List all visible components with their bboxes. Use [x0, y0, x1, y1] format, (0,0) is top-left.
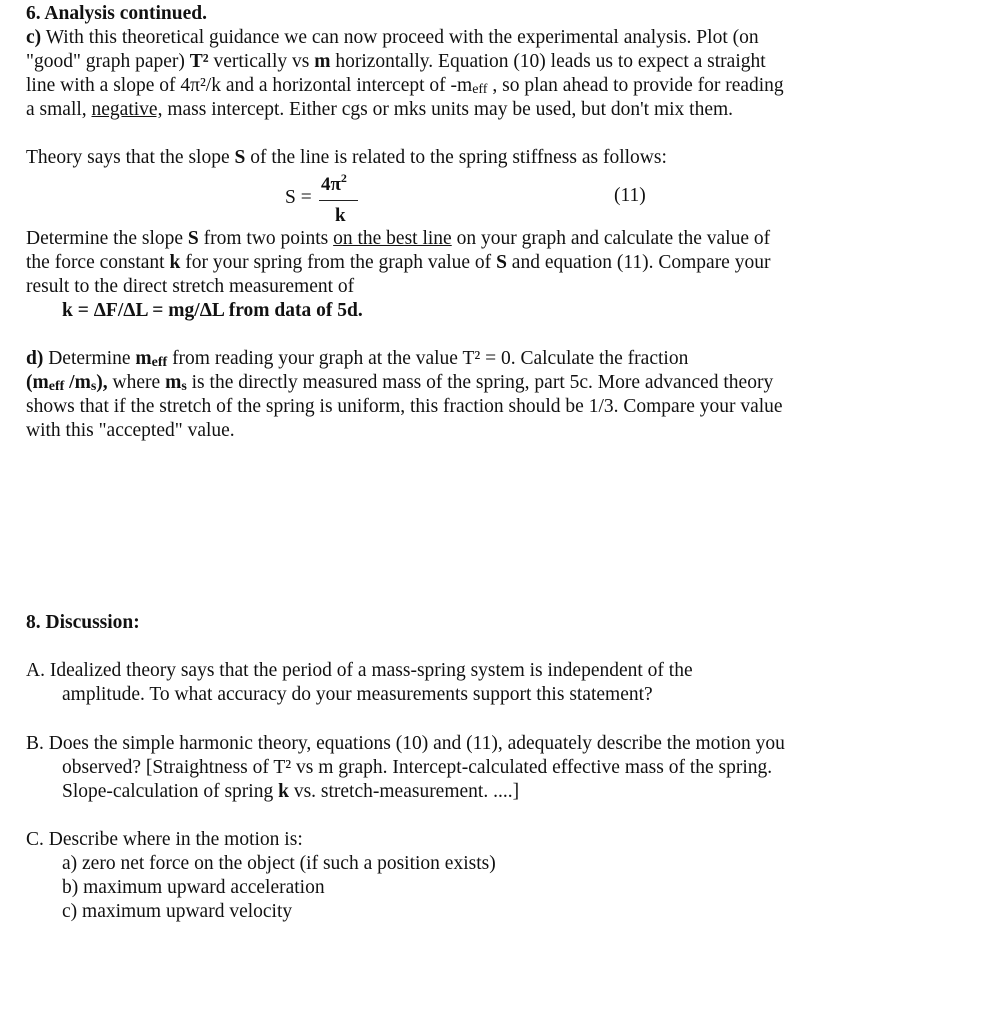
item-c-line-1: C. Describe where in the motion is: [26, 829, 303, 850]
item-a-line-1: A. Idealized theory says that the period of a mass-spring system is independent of the [26, 660, 693, 681]
fraction-close: ), [96, 372, 108, 393]
text: vertically vs [208, 51, 315, 72]
text: "good" graph paper) [26, 51, 190, 72]
text: for your spring from the graph value of [180, 252, 497, 273]
eff-subscript: eff [472, 82, 488, 97]
theory-line [26, 146, 667, 170]
part-c-line-1 [26, 26, 759, 50]
text: from reading your graph at the value T² = 0. Calculate the fraction [167, 348, 689, 369]
t-squared: T² [189, 51, 209, 72]
slope-s: S [234, 147, 246, 168]
equation-lhs: S = [285, 187, 312, 208]
item-b-line-1: B. Does the simple harmonic theory, equations (10) and (11), adequately describe the motion you [26, 733, 785, 754]
determine-line-3: result to the direct stretch measurement of [26, 276, 355, 297]
eff-subscript: eff [151, 355, 168, 370]
text: on your graph and calculate the value of [451, 228, 771, 249]
numerator-text: 4π [321, 174, 341, 195]
underlined-best-line: on the best line [333, 228, 452, 249]
text: a small, [26, 99, 92, 120]
fraction-bar [319, 200, 358, 201]
text: Slope-calculation of spring [62, 781, 279, 802]
text: Theory says that the slope [26, 147, 235, 168]
k-formula: k = ΔF/ΔL = mg/ΔL from data of 5d. [62, 300, 363, 321]
s-subscript: s [181, 379, 187, 394]
part-c-line-2 [26, 50, 766, 74]
slope-s: S [187, 228, 199, 249]
section-6-heading: 6. Analysis continued. [26, 3, 207, 24]
m-symbol: m [165, 372, 182, 393]
text: where [107, 372, 166, 393]
item-c-sub-b: b) maximum upward acceleration [62, 877, 325, 898]
part-c-line-4 [26, 98, 733, 122]
equation-numerator [321, 171, 347, 196]
text: line with a slope of 4π²/k and a horizontal intercept of -m [26, 75, 473, 96]
fraction-slash: /m [64, 372, 91, 393]
s-subscript: s [90, 379, 97, 394]
eff-subscript: eff [48, 379, 65, 394]
fraction-open: (m [26, 372, 49, 393]
underlined-negative: negative, [91, 99, 163, 120]
part-d-label: d) [26, 348, 44, 369]
text: vs. stretch-measurement. ....] [288, 781, 520, 802]
part-d-line-4: with this "accepted" value. [26, 420, 235, 441]
item-a-line-2: amplitude. To what accuracy do your measurements support this statement? [62, 684, 653, 705]
numerator-exponent: 2 [340, 171, 347, 185]
text: , so plan ahead to provide for reading [487, 75, 784, 96]
item-c-sub-a: a) zero net force on the object (if such a position exists) [62, 853, 496, 874]
equation-number: (11) [614, 185, 646, 206]
part-d-line-3: shows that if the stretch of the spring is uniform, this fraction should be 1/3. Compare your value [26, 396, 783, 417]
text: the force constant [26, 252, 170, 273]
item-b-line-2: observed? [Straightness of T² vs m graph. Intercept-calculated effective mass of the spring. [62, 757, 773, 778]
slope-s: S [496, 252, 507, 273]
text: mass intercept. Either cgs or mks units may be used, but don't mix them. [162, 99, 734, 120]
constant-k: k [278, 781, 289, 802]
constant-k: k [169, 252, 181, 273]
text: horizontally. Equation (10) leads us to expect a straight [330, 51, 766, 72]
section-8-heading: 8. Discussion: [26, 612, 140, 633]
determine-line-2 [26, 251, 770, 275]
text: Determine the slope [26, 228, 188, 249]
text: of the line is related to the spring stiffness as follows: [245, 147, 667, 168]
part-c-text-1: With this theoretical guidance we can now proceed with the experimental analysis. Plot (on [45, 27, 759, 48]
item-c-sub-c: c) maximum upward velocity [62, 901, 293, 922]
text: is the directly measured mass of the spring, part 5c. More advanced theory [186, 372, 774, 393]
text: from two points [198, 228, 334, 249]
mass-m: m [314, 51, 331, 72]
part-c-label: c) [26, 27, 42, 48]
determine-line-1 [26, 227, 770, 251]
m-symbol: m [135, 348, 152, 369]
equation-denominator: k [335, 205, 346, 226]
text: Determine [43, 348, 136, 369]
item-b-line-3 [62, 780, 519, 804]
text: and equation (11). Compare your [506, 252, 771, 273]
